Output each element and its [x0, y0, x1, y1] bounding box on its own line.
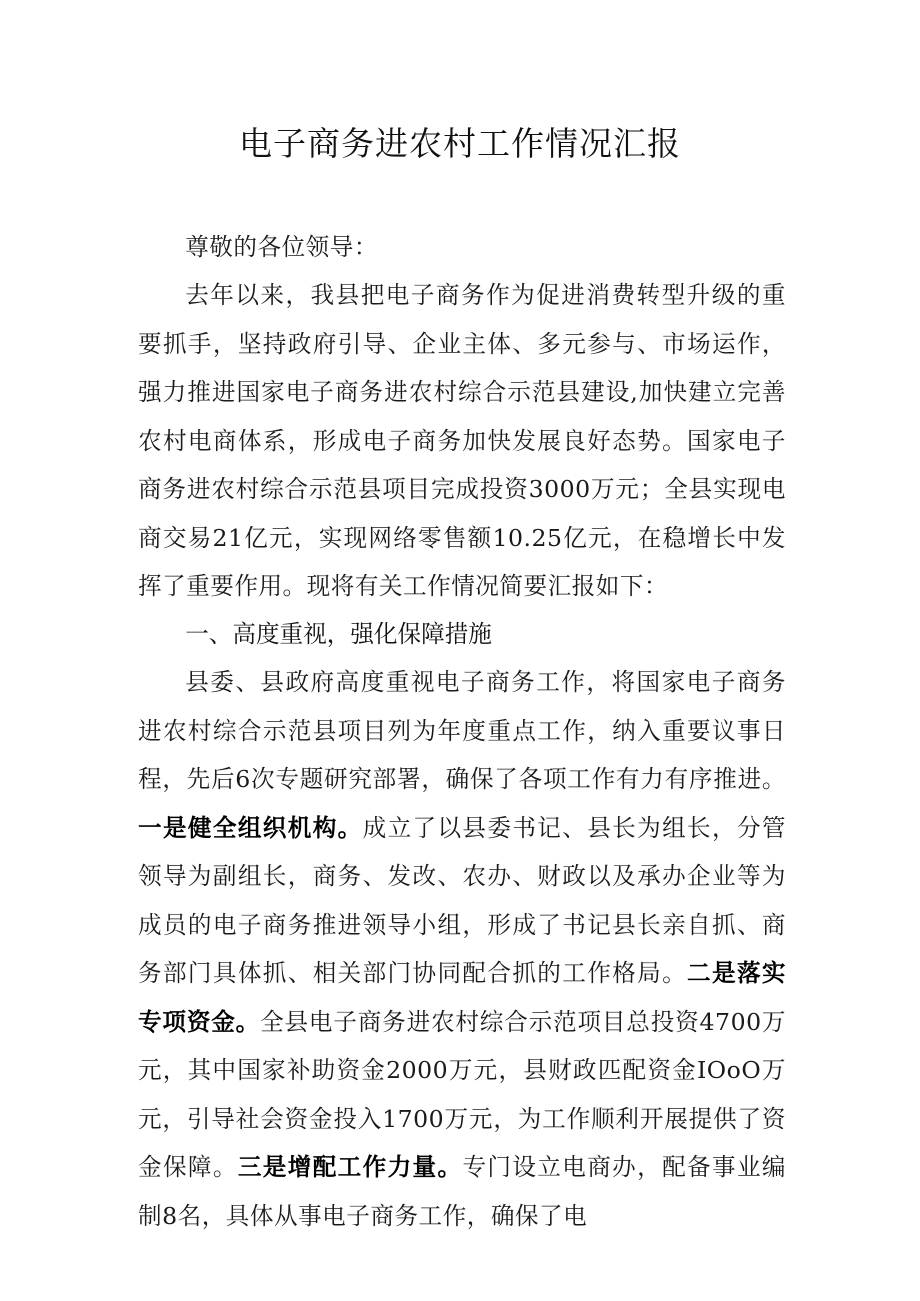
paragraph-text: 县委、县政府高度重视电子商务工作，将国家电子商务进农村综合示范县项目列为年度重点工作，纳入重要议事日程，先后6次专题研究部署，确保了各项工作有力有序推进。 — [138, 668, 786, 793]
document-title: 电子商务进农村工作情况汇报 — [239, 124, 681, 163]
paragraph-text: 专门设立电商办，配备事业编制8名，具体从事电子商务工作，确保了电 — [138, 1153, 787, 1230]
intro-paragraph: 去年以来，我县把电子商务作为促进消费转型升级的重要抓手，坚持政府引导、企业主体、多元参与、市场运作，强力推进国家电子商务进农村综合示范县建设,加快建立完善农村电商体系，形成电子商务加快发展良好态势。国家电子商务进农村综合示范县项目完成投资3000万元；全县实现电商交易21亿元，实现网络零售额10.25亿元，在稳增长中发挥了重要作用。现将有关工作情况简要汇报如下： — [138, 281, 786, 600]
bold-lead-3: 三是增配工作力量。 — [237, 1153, 463, 1181]
paragraph-text: 成立了以县委书记、县长为组长，分管领导为副组长，商务、发改、农办、财政以及承办企业等为成员的电子商务推进领导小组，形成了书记县长亲自抓、商务部门具体抓、相关部门协同配合抓的工作格局。 — [138, 813, 787, 987]
section-1-paragraph — [138, 658, 786, 1240]
section-heading-1: 一、高度重视，强化保障措施 — [185, 620, 492, 648]
paragraph-text: 全县电子商务进农村综合示范项目总投资4700万元，其中国家补助资金2000万元，县财政匹配资金IOoO万元，引导社会资金投入1700万元，为工作顺利开展提供了资金保障。 — [138, 1007, 787, 1181]
bold-lead-1: 一是健全组织机构。 — [138, 813, 363, 842]
greeting: 尊敬的各位领导： — [185, 233, 378, 261]
bold-lead-2: 二是落实专项资金。 — [138, 959, 787, 1036]
